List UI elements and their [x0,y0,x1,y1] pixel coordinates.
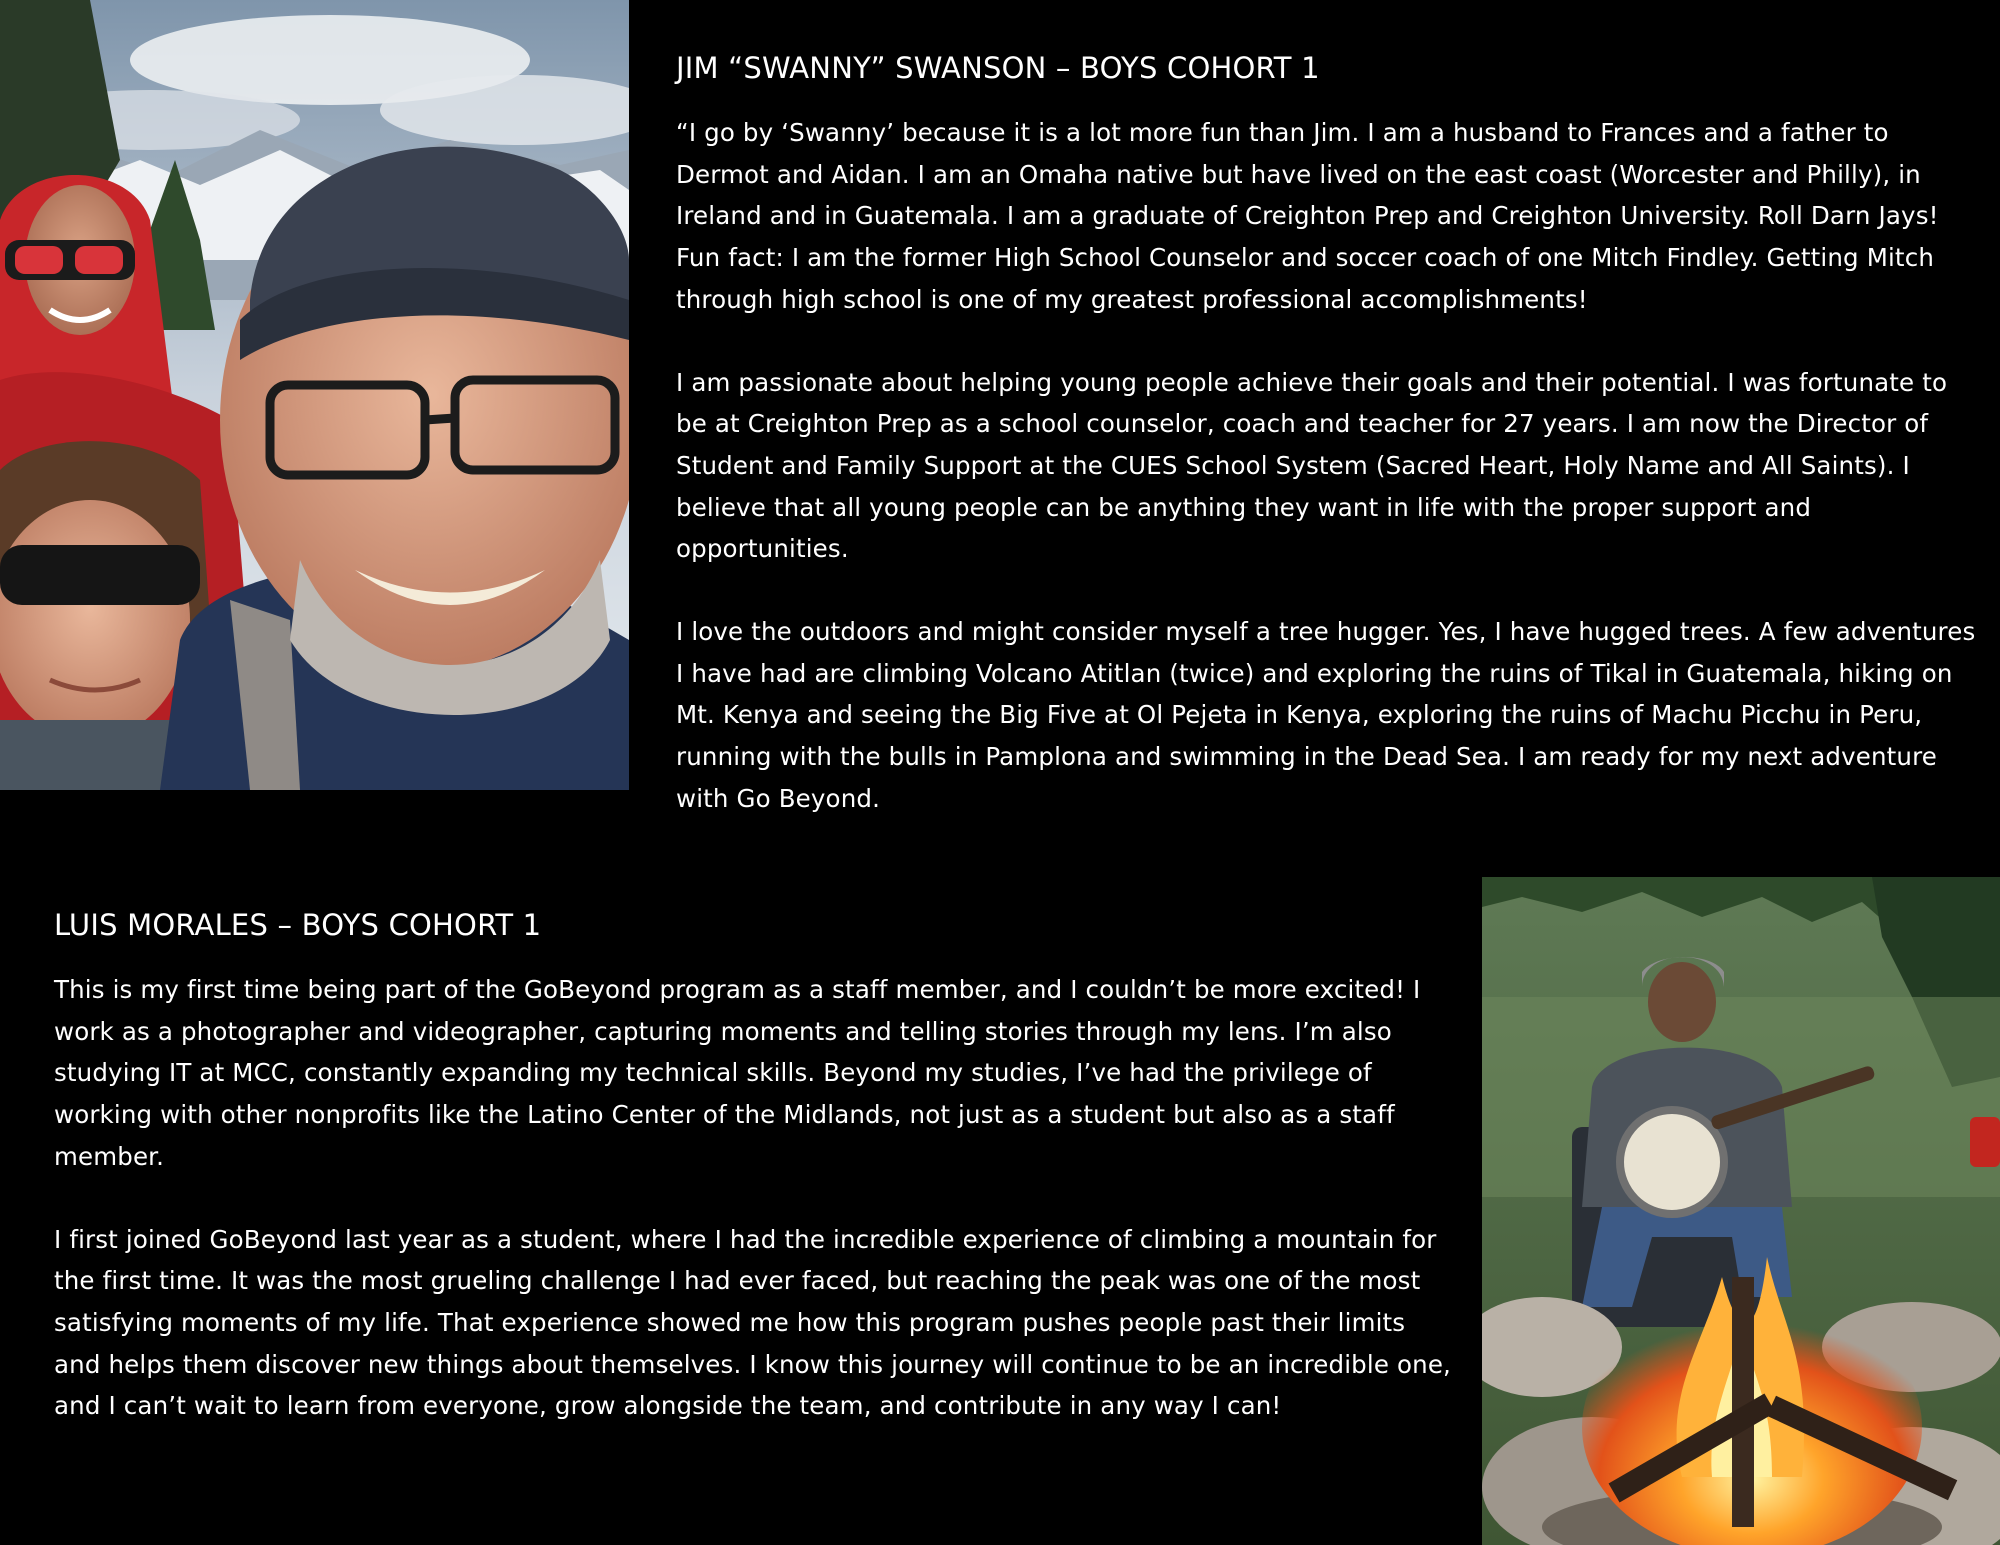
morales-photo [1482,877,2000,1545]
bio-luis-morales [54,905,1454,1427]
bio-heading: JIM “SWANNY” SWANSON – BOYS COHORT 1 [676,51,1320,85]
bio-paragraph: I love the outdoors and might consider myself a tree hugger. Yes, I have hugged trees. A few adventures I have had are climbing Volcano Atitlan (twice) and exploring the ruins of Tikal in Guatemala, hiking on Mt. Kenya and seeing the Big Five at Ol Pejeta in Kenya, exploring the ruins of Machu Picchu in Peru, running with the bulls in Pamplona and swimming in the Dead Sea. I am ready for my next adventure with Go Beyond. [676,617,1976,813]
bio-paragraph: “I go by ‘Swanny’ because it is a lot more fun than Jim. I am a husband to Frances and a father to Dermot and Aidan. I am an Omaha native but have lived on the east coast (Worcester and Philly), in Ireland and in Guatemala. I am a graduate of Creighton Prep and Creighton University. Roll Darn Jays! Fun fact: I am the former High School Counselor and soccer coach of one Mitch Findley. Getting Mitch through high school is one of my greatest professional accomplishments! [676,118,1939,314]
bio-heading: LUIS MORALES – BOYS COHORT 1 [54,908,542,942]
bio-jim-swanson [676,48,1976,820]
bio-paragraph: I am passionate about helping young people achieve their goals and their potential. I was fortunate to be at Creighton Prep as a school counselor, coach and teacher for 27 years. I am now the Director of Student and Family Support at the CUES School System (Sacred Heart, Holy Name and All Saints). I believe that all young people can be anything they want in life with the proper support and opportunities. [676,367,1948,564]
bio-paragraph: I first joined GoBeyond last year as a student, where I had the incredible experience of climbing a mountain for the first time. It was the most grueling challenge I had ever faced, but reaching the peak was one of the most satisfying moments of my life. That experience showed me how this program pushes people past their limits and helps them discover new things about themselves. I know this journey will continue to be an incredible one, and I can’t wait to learn from everyone, grow alongside the team, and contribute in any way I can! [54,1224,1451,1421]
swanson-photo [0,0,629,790]
campfire-banjo-image [1482,877,2000,1545]
bio-paragraph: This is my first time being part of the GoBeyond program as a staff member, and I couldn’t be more excited! I work as a photographer and videographer, capturing moments and telling stories through my lens. I’m also studying IT at MCC, constantly expanding my technical skills. Beyond my studies, I’ve had the privilege of working with other nonprofits like the Latino Center of the Midlands, not just as a student but also as a staff member. [54,975,1421,1171]
mountain-selfie-image [0,0,629,790]
